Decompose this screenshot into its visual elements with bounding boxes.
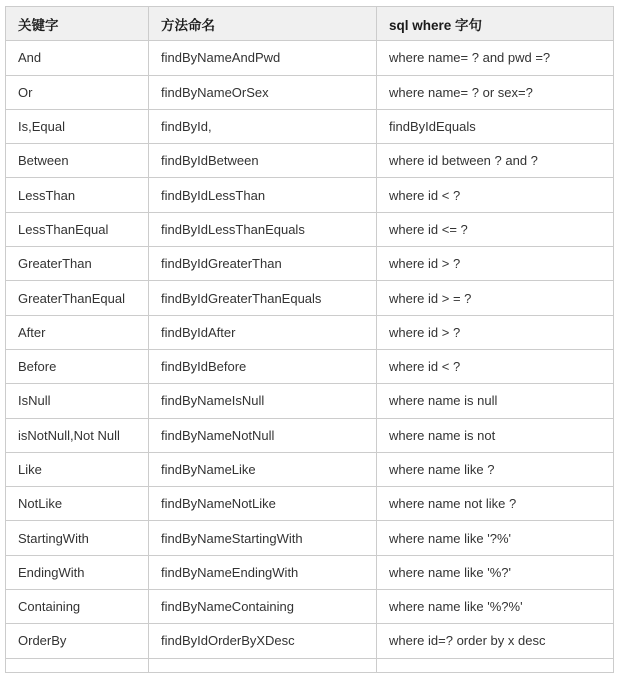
table-body [6, 41, 614, 672]
cell-method: findByNameIsNull [149, 384, 377, 418]
cell-sql: where name like '%?' [377, 555, 614, 589]
cell-method: findByIdBetween [149, 144, 377, 178]
table-row [6, 109, 614, 143]
cell-keyword: EndingWith [6, 555, 149, 589]
cell-sql: where name is null [377, 384, 614, 418]
cell-method: findById, [149, 109, 377, 143]
cell-method: findByNameOrSex [149, 75, 377, 109]
cell-method: findByIdOrderByXDesc [149, 624, 377, 658]
table-row [6, 624, 614, 658]
cell-keyword: Like [6, 452, 149, 486]
header-row [6, 7, 614, 41]
cell-sql: where name like ? [377, 452, 614, 486]
cell-keyword: Between [6, 144, 149, 178]
cell-method: findByNameStartingWith [149, 521, 377, 555]
cell-keyword: And [6, 41, 149, 75]
cell-sql: where id > = ? [377, 281, 614, 315]
cell-method: findByIdGreaterThan [149, 247, 377, 281]
table-row [6, 418, 614, 452]
cell-method: findByIdAfter [149, 315, 377, 349]
table-row [6, 41, 614, 75]
cell-method: findByIdGreaterThanEquals [149, 281, 377, 315]
cell-keyword [6, 658, 149, 672]
table-row [6, 384, 614, 418]
table-row [6, 247, 614, 281]
cell-keyword: StartingWith [6, 521, 149, 555]
cell-method: findByNameNotNull [149, 418, 377, 452]
cell-sql: where name is not [377, 418, 614, 452]
cell-keyword: LessThanEqual [6, 212, 149, 246]
cell-sql: where id <= ? [377, 212, 614, 246]
cell-method: findByNameNotLike [149, 487, 377, 521]
cell-keyword: IsNull [6, 384, 149, 418]
table-row [6, 487, 614, 521]
cell-sql [377, 658, 614, 672]
table-row [6, 212, 614, 246]
table-row [6, 521, 614, 555]
cell-keyword: Or [6, 75, 149, 109]
column-header-method: 方法命名 [149, 7, 377, 41]
cell-keyword: OrderBy [6, 624, 149, 658]
cell-keyword: NotLike [6, 487, 149, 521]
cell-method: findByIdLessThanEquals [149, 212, 377, 246]
cell-sql: where id between ? and ? [377, 144, 614, 178]
cell-sql: where name= ? and pwd =? [377, 41, 614, 75]
cell-sql: where id > ? [377, 315, 614, 349]
cell-method: findByNameEndingWith [149, 555, 377, 589]
cell-keyword: isNotNull,Not Null [6, 418, 149, 452]
cell-sql: where id > ? [377, 247, 614, 281]
cell-keyword: After [6, 315, 149, 349]
cell-method: findByIdLessThan [149, 178, 377, 212]
cell-sql: where name not like ? [377, 487, 614, 521]
table-header [6, 7, 614, 41]
cell-sql: where name like '?%' [377, 521, 614, 555]
cell-sql: where id < ? [377, 178, 614, 212]
column-header-sql: sql where 字句 [377, 7, 614, 41]
table-row [6, 555, 614, 589]
cell-method: findByNameContaining [149, 590, 377, 624]
query-keywords-table [5, 6, 614, 673]
cell-sql: where id < ? [377, 349, 614, 383]
cell-sql: where id=? order by x desc [377, 624, 614, 658]
cell-keyword: LessThan [6, 178, 149, 212]
table-row [6, 452, 614, 486]
cell-sql: where name like '%?%' [377, 590, 614, 624]
table-row [6, 590, 614, 624]
cell-keyword: GreaterThan [6, 247, 149, 281]
cell-method: findByNameAndPwd [149, 41, 377, 75]
table-row [6, 144, 614, 178]
table-row-partial [6, 658, 614, 672]
cell-sql: where name= ? or sex=? [377, 75, 614, 109]
table-row [6, 281, 614, 315]
cell-keyword: Is,Equal [6, 109, 149, 143]
cell-method [149, 658, 377, 672]
cell-keyword: Containing [6, 590, 149, 624]
column-header-keyword: 关键字 [6, 7, 149, 41]
table-row [6, 349, 614, 383]
cell-method: findByNameLike [149, 452, 377, 486]
table-row [6, 315, 614, 349]
table-row [6, 178, 614, 212]
cell-keyword: Before [6, 349, 149, 383]
table-row [6, 75, 614, 109]
cell-keyword: GreaterThanEqual [6, 281, 149, 315]
cell-method: findByIdBefore [149, 349, 377, 383]
cell-sql: findByIdEquals [377, 109, 614, 143]
